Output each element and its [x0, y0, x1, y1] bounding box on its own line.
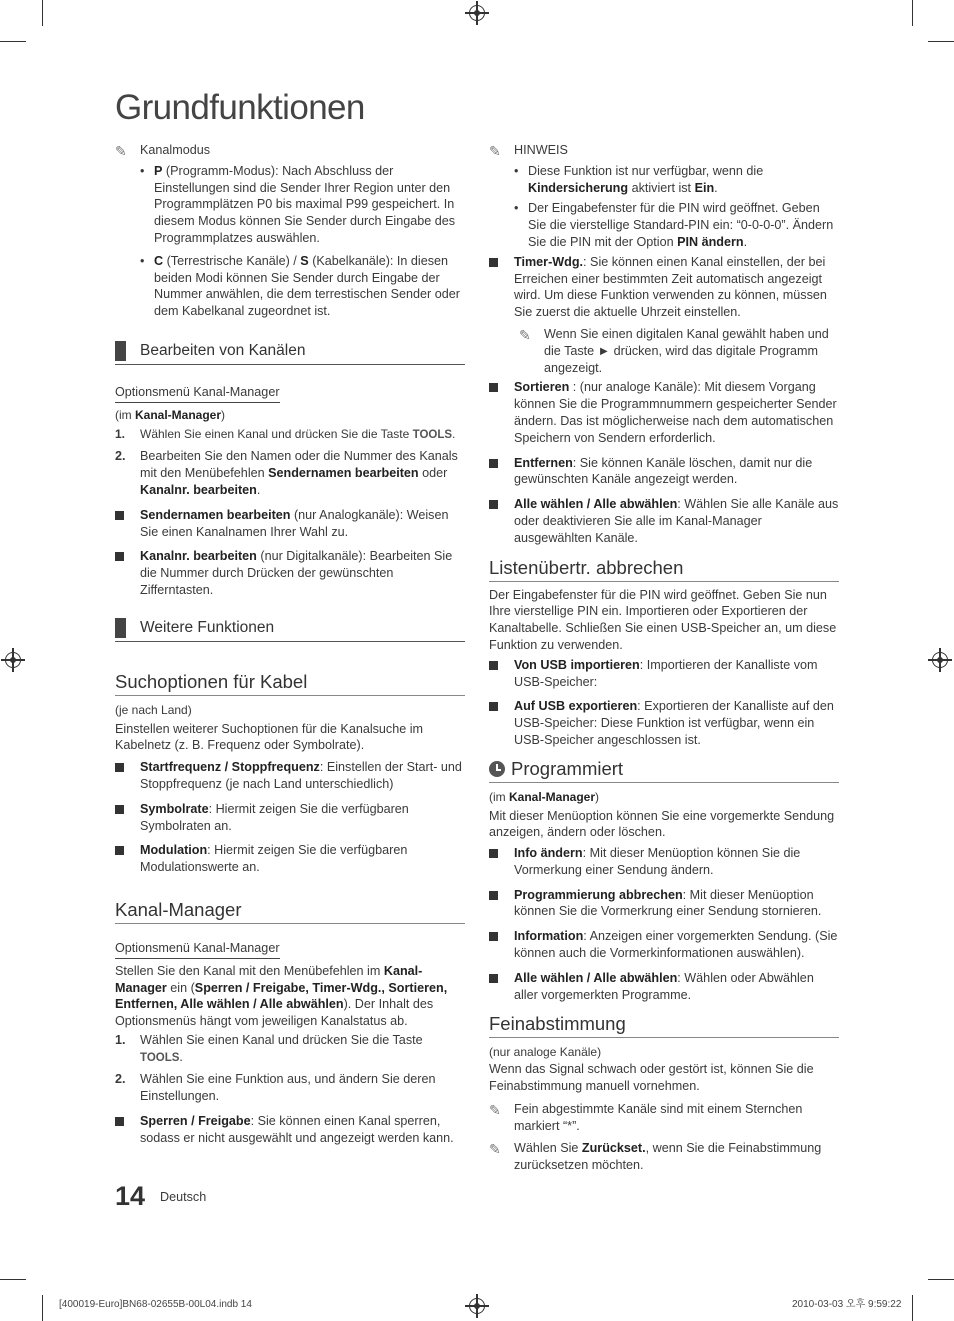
section-note: (nur analoge Kanäle): [489, 1045, 602, 1060]
list-item: Sortieren : (nur analoge Kanäle): Mit diesem Vorgang können Sie die Programmnummern gespeicherter Sender ändern. Das ist möglicherweise nach dem automatischen Speichern von Sendern erforderlich.: [489, 379, 839, 446]
numbered-step: 1. Wählen Sie einen Kanal und drücken Sie die Taste TOOLS.: [115, 1032, 423, 1064]
square-bullet-icon: [489, 974, 498, 983]
square-bullet-icon: [115, 763, 124, 772]
square-bullet-icon: [489, 702, 498, 711]
bullet-dot-icon: •: [140, 163, 145, 178]
right-column: [489, 142, 839, 1174]
numbered-step: 2. Bearbeiten Sie den Namen oder die Nummer des Kanals mit den Menübefehlen Sendernamen bearbeiten oder Kanalnr. bearbeiten.: [115, 449, 458, 497]
list-item: Kanalnr. bearbeiten (nur Digitalkanäle): Bearbeiten Sie die Nummer durch Drücken der gewünschten Zifferntasten.: [115, 548, 465, 598]
context-note: (im Kanal-Manager): [115, 407, 226, 422]
registration-mark-icon: [469, 1298, 485, 1314]
crop-mark: [0, 41, 26, 42]
square-bullet-icon: [115, 511, 124, 520]
list-item: Auf USB exportieren: Exportieren der Kanalliste auf den USB-Speicher: Diese Funktion ist verfügbar, wenn ein USB-Speicher angeschlossen ist.: [489, 698, 839, 748]
bullet-dot-icon: •: [514, 201, 519, 216]
section-subheading: Bearbeiten von Kanälen: [115, 340, 465, 365]
clock-icon: [489, 761, 505, 777]
crop-mark: [42, 0, 43, 26]
bullet-item: • Der Eingabefenster für die PIN wird geöffnet. Geben Sie die vierstellige Standard-PIN ein: “0-0-0-0”. Ändern Sie die PIN mit der Option PIN ändern.: [514, 201, 834, 249]
footer-file-info: [400019-Euro]BN68-02655B-00L04.indb 14: [59, 1299, 252, 1310]
timer-note: ✎ Wenn Sie einen digitalen Kanal gewählt haben und die Taste ► drücken, wird das digitale Programm angezeigt.: [519, 326, 829, 375]
heading-bar-icon: [115, 618, 126, 638]
list-item: Sperren / Freigabe: Sie können einen Kanal sperren, sodass er nicht ausgewählt und angezeigt werden kann.: [115, 1113, 465, 1147]
page-number: 14: [115, 1181, 146, 1211]
bullet-dot-icon: •: [140, 253, 145, 268]
list-item: Sendernamen bearbeiten (nur Analogkanäle): Weisen Sie einen Kanalnamen Ihrer Wahl zu.: [115, 507, 465, 541]
section-heading: Suchoptionen für Kabel: [115, 671, 465, 696]
square-bullet-icon: [115, 846, 124, 855]
section-intro: Wenn das Signal schwach oder gestört ist, können Sie die Feinabstimmung manuell vornehmen.: [489, 1062, 814, 1094]
pencil-icon: ✎: [489, 1141, 501, 1158]
registration-mark-icon: [469, 5, 485, 21]
section-intro: Der Eingabefenster für die PIN wird geöffnet. Geben Sie nun Ihre vierstellige PIN ein. Importieren oder Exportieren der Kanaltabelle. Schließen Sie einen USB-Speicher an, um diese Funktion zu verwenden.: [489, 587, 837, 652]
kanalmodus-note: ✎ Kanalmodus: [115, 143, 211, 159]
bullet-item: • P (Programm-Modus): Nach Abschluss der Einstellungen sind die Sender Ihrer Region unter den Programmplätzen P0 bis maximal P99 gespeichert. In diesem Modus können Sie Sender durch Eingabe des Programmplatzes auswählen.: [140, 163, 456, 245]
list-item: Information: Anzeigen einer vorgemerkten Sendung. (Sie können auch die Vormerkinformationen auswählen).: [489, 928, 839, 962]
crop-mark: [912, 1295, 913, 1321]
list-item: Alle wählen / Alle abwählen: Wählen oder Abwählen aller vorgemerkten Programme.: [489, 970, 839, 1004]
list-item: Programmierung abbrechen: Mit dieser Menüoption können Sie die Vormerkrung einer Sendung stornieren.: [489, 887, 839, 921]
heading-bar-icon: [115, 341, 126, 361]
bullet-item: • Diese Funktion ist nur verfügbar, wenn die Kindersicherung aktiviert ist Ein.: [514, 163, 764, 195]
section-intro: Stellen Sie den Kanal mit den Menübefehlen im Kanal-Manager ein (Sperren / Freigabe, Timer-Wdg., Sortieren, Entfernen, Alle wählen / Alle abwählen). Der Inhalt des Optionsmenüs hängt vom jeweiligen Kanalstatus ab.: [115, 963, 448, 1029]
crop-mark: [0, 1279, 26, 1280]
registration-mark-icon: [932, 652, 948, 668]
square-bullet-icon: [489, 383, 498, 392]
square-bullet-icon: [489, 500, 498, 509]
pencil-icon: ✎: [115, 143, 127, 159]
page-language: Deutsch: [160, 1190, 207, 1204]
numbered-step: 2. Wählen Sie eine Funktion aus, und ändern Sie deren Einstellungen.: [115, 1072, 436, 1104]
options-menu-label: Optionsmenü Kanal-Manager: [115, 384, 280, 403]
feinabstimmung-note: ✎ Fein abgestimmte Kanäle sind mit einem Sternchen markiert “*”.: [489, 1101, 803, 1133]
footer-timestamp: 2010-03-03 오후 9:59:22: [792, 1299, 902, 1310]
registration-mark-icon: [5, 652, 21, 668]
pencil-icon: ✎: [489, 143, 501, 159]
page-title: Grundfunktionen: [115, 88, 365, 127]
bullet-item: • C (Terrestrische Kanäle) / S (Kabelkanäle): In diesen beiden Modi können Sie Sender durch Eingabe der Nummer anwählen, die dem terrestischen Sender oder dem Kabelkanal zugeordnet ist.: [140, 253, 460, 319]
square-bullet-icon: [115, 805, 124, 814]
list-item: Symbolrate: Hiermit zeigen Sie die verfügbaren Symbolraten an.: [115, 801, 465, 835]
section-subheading: Weitere Funktionen: [115, 617, 465, 642]
options-menu-label: Optionsmenü Kanal-Manager: [115, 940, 280, 959]
context-note: (im Kanal-Manager): [489, 789, 600, 804]
crop-mark: [42, 1295, 43, 1321]
crop-mark: [928, 1279, 954, 1280]
list-item: Modulation: Hiermit zeigen Sie die verfügbaren Modulationswerte an.: [115, 842, 465, 876]
feinabstimmung-note: ✎ Wählen Sie Zurückset., wenn Sie die Feinabstimmung zurücksetzen möchten.: [489, 1141, 822, 1173]
bullet-dot-icon: •: [514, 163, 519, 178]
crop-mark: [912, 0, 913, 26]
left-column: [115, 142, 465, 1147]
list-item: Alle wählen / Alle abwählen: Wählen Sie alle Kanäle aus oder deaktivieren Sie alle im Kanal-Manager ausgewählten Kanäle.: [489, 496, 839, 546]
square-bullet-icon: [489, 849, 498, 858]
list-item: Entfernen: Sie können Kanäle löschen, damit nur die gewünschten Kanäle angezeigt werden.: [489, 455, 839, 489]
square-bullet-icon: [489, 661, 498, 670]
list-item: Startfrequenz / Stoppfrequenz: Einstellen der Start- und Stoppfrequenz (je nach Land unterschiedlich): [115, 759, 465, 793]
section-heading: Listenübertr. abbrechen: [489, 557, 839, 582]
square-bullet-icon: [489, 932, 498, 941]
square-bullet-icon: [489, 891, 498, 900]
list-item: Info ändern: Mit dieser Menüoption können Sie die Vormerkung einer Sendung ändern.: [489, 845, 839, 879]
square-bullet-icon: [489, 459, 498, 468]
square-bullet-icon: [115, 1117, 124, 1126]
section-heading: Feinabstimmung: [489, 1013, 839, 1038]
section-heading: Programmiert: [489, 758, 839, 783]
pencil-icon: ✎: [519, 326, 531, 343]
square-bullet-icon: [115, 552, 124, 561]
section-intro: Mit dieser Menüoption können Sie eine vorgemerkte Sendung anzeigen, ändern oder löschen.: [489, 808, 835, 840]
hinweis-note: ✎ HINWEIS: [489, 143, 568, 159]
numbered-step: 1. Wählen Sie einen Kanal und drücken Sie die Taste TOOLS.: [115, 426, 456, 441]
section-heading: Kanal-Manager: [115, 899, 465, 924]
list-item: Timer-Wdg.: Sie können einen Kanal einstellen, der bei Erreichen einer bestimmten Zeit automatisch angezeigt wird. Um diese Funktion verwenden zu können, müssen Sie zuerst die aktuelle Uhrzeit einstellen.: [489, 254, 839, 321]
crop-mark: [928, 41, 954, 42]
square-bullet-icon: [489, 258, 498, 267]
list-item: Von USB importieren: Importieren der Kanalliste vom USB-Speicher:: [489, 657, 839, 691]
section-intro: Einstellen weiterer Suchoptionen für die Kanalsuche im Kabelnetz (z. B. Frequenz oder Symbolrate).: [115, 721, 424, 753]
pencil-icon: ✎: [489, 1101, 501, 1118]
section-note: (je nach Land): [115, 702, 192, 717]
